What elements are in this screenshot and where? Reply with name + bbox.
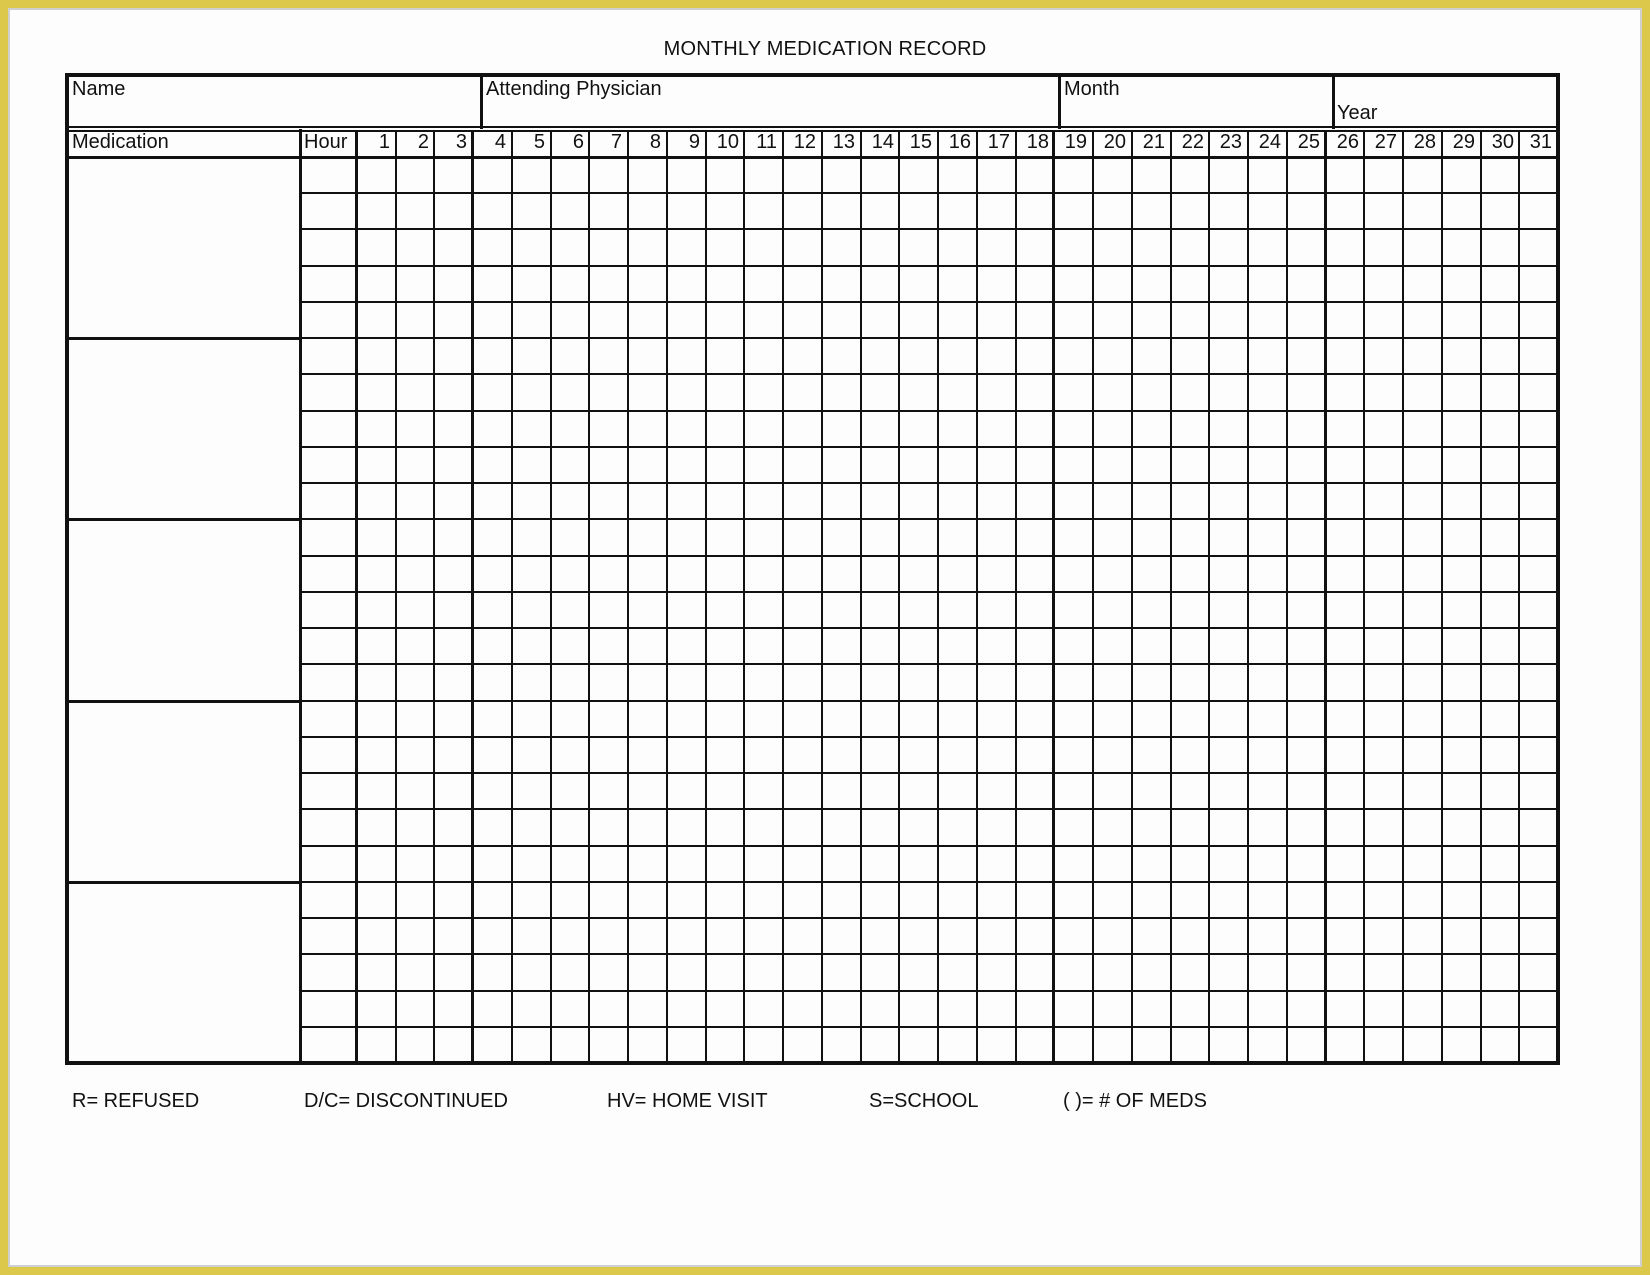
day-column-label: 6 [572, 131, 584, 153]
day-column-label: 24 [1258, 131, 1281, 153]
day-column-divider [1363, 132, 1365, 1063]
medication-block-rule [67, 881, 300, 884]
day-column-label: 25 [1297, 131, 1320, 153]
medication-block-rule [67, 518, 300, 521]
day-column-label: 20 [1103, 131, 1126, 153]
day-column-divider [1324, 132, 1327, 1063]
day-column-divider [433, 132, 435, 1063]
day-column-label: 19 [1064, 131, 1087, 153]
legend-home-visit: HV= HOME VISIT [607, 1090, 768, 1112]
day-column-label: 26 [1336, 131, 1359, 153]
day-column-divider [588, 132, 590, 1063]
hour-row-rule [300, 446, 1557, 448]
column-header-rule [67, 156, 1557, 159]
table-border-bottom [66, 1061, 1560, 1065]
day-column-label: 28 [1413, 131, 1436, 153]
medication-block-rule [67, 700, 300, 703]
attending-physician-label: Attending Physician [486, 78, 662, 100]
day-column-label: 9 [688, 131, 700, 153]
name-label: Name [72, 78, 126, 100]
hour-column-divider [355, 132, 358, 1063]
day-column-label: 10 [716, 131, 739, 153]
legend-school: S=SCHOOL [869, 1090, 979, 1112]
header-rule-upper [67, 126, 1557, 128]
day-column-label: 4 [494, 131, 506, 153]
day-column-label: 2 [417, 131, 429, 153]
day-column-label: 1 [378, 131, 390, 153]
table-border-left [65, 73, 69, 1065]
hour-row-rule [300, 881, 1557, 883]
month-year-divider [1332, 75, 1335, 129]
table-border-top [66, 73, 1560, 77]
hour-column-label: Hour [304, 131, 348, 153]
day-column-divider [976, 132, 978, 1063]
day-column-label: 13 [832, 131, 855, 153]
medication-column-label: Medication [72, 131, 169, 153]
day-column-divider [511, 132, 513, 1063]
hour-row-rule [300, 700, 1557, 702]
day-column-divider [1247, 132, 1249, 1063]
hour-row-rule [300, 228, 1557, 230]
day-column-label: 14 [871, 131, 894, 153]
hour-row-rule [300, 627, 1557, 629]
year-label: Year [1337, 102, 1378, 124]
hour-row-rule [300, 301, 1557, 303]
day-column-divider [937, 132, 939, 1063]
day-column-label: 31 [1529, 131, 1552, 153]
day-column-label: 23 [1219, 131, 1242, 153]
hour-row-rule [300, 772, 1557, 774]
day-column-divider [860, 132, 862, 1063]
day-column-divider [821, 132, 823, 1063]
physician-month-divider [1058, 75, 1061, 129]
day-column-divider [1052, 132, 1055, 1063]
hour-row-rule [300, 1026, 1557, 1028]
day-column-label: 27 [1374, 131, 1397, 153]
hour-row-rule [300, 845, 1557, 847]
day-column-label: 16 [948, 131, 971, 153]
hour-row-rule [300, 808, 1557, 810]
day-column-divider [1170, 132, 1172, 1063]
day-column-label: 5 [533, 131, 545, 153]
day-column-divider [666, 132, 668, 1063]
day-column-label: 3 [455, 131, 467, 153]
form-title: MONTHLY MEDICATION RECORD [663, 38, 987, 60]
day-column-label: 29 [1452, 131, 1475, 153]
day-column-label: 21 [1142, 131, 1165, 153]
day-column-label: 30 [1491, 131, 1514, 153]
month-label: Month [1064, 78, 1120, 100]
day-column-divider [471, 132, 474, 1063]
day-column-label: 17 [987, 131, 1010, 153]
day-column-divider [743, 132, 745, 1063]
day-column-divider [1015, 132, 1017, 1063]
medication-column-divider [299, 129, 302, 1063]
hour-row-rule [300, 917, 1557, 919]
day-column-divider [1402, 132, 1404, 1063]
hour-row-rule [300, 953, 1557, 955]
day-column-divider [1131, 132, 1133, 1063]
day-column-label: 22 [1181, 131, 1204, 153]
day-column-divider [1286, 132, 1288, 1063]
day-column-divider [705, 132, 707, 1063]
medication-block-rule [67, 337, 300, 340]
hour-row-rule [300, 736, 1557, 738]
day-column-divider [1092, 132, 1094, 1063]
legend-num-meds: ( )= # OF MEDS [1063, 1090, 1207, 1112]
day-column-label: 12 [793, 131, 816, 153]
day-column-divider [550, 132, 552, 1063]
hour-row-rule [300, 410, 1557, 412]
day-column-divider [1480, 132, 1482, 1063]
hour-row-rule [300, 663, 1557, 665]
legend-refused: R= REFUSED [72, 1090, 200, 1112]
day-column-label: 11 [756, 131, 777, 153]
legend-discontinued: D/C= DISCONTINUED [304, 1090, 508, 1112]
hour-row-rule [300, 337, 1557, 339]
hour-row-rule [300, 192, 1557, 194]
day-column-label: 8 [649, 131, 661, 153]
day-column-divider [1208, 132, 1210, 1063]
day-column-label: 7 [610, 131, 622, 153]
hour-row-rule [300, 482, 1557, 484]
hour-row-rule [300, 555, 1557, 557]
hour-row-rule [300, 265, 1557, 267]
day-column-label: 18 [1026, 131, 1049, 153]
hour-row-rule [300, 373, 1557, 375]
hour-row-rule [300, 990, 1557, 992]
day-column-divider [1518, 132, 1520, 1063]
day-column-divider [395, 132, 397, 1063]
day-column-divider [1441, 132, 1443, 1063]
name-physician-divider [480, 75, 483, 129]
hour-row-rule [300, 518, 1557, 520]
day-column-label: 15 [909, 131, 932, 153]
day-column-divider [782, 132, 784, 1063]
hour-row-rule [300, 591, 1557, 593]
day-column-divider [898, 132, 900, 1063]
day-column-divider [627, 132, 629, 1063]
